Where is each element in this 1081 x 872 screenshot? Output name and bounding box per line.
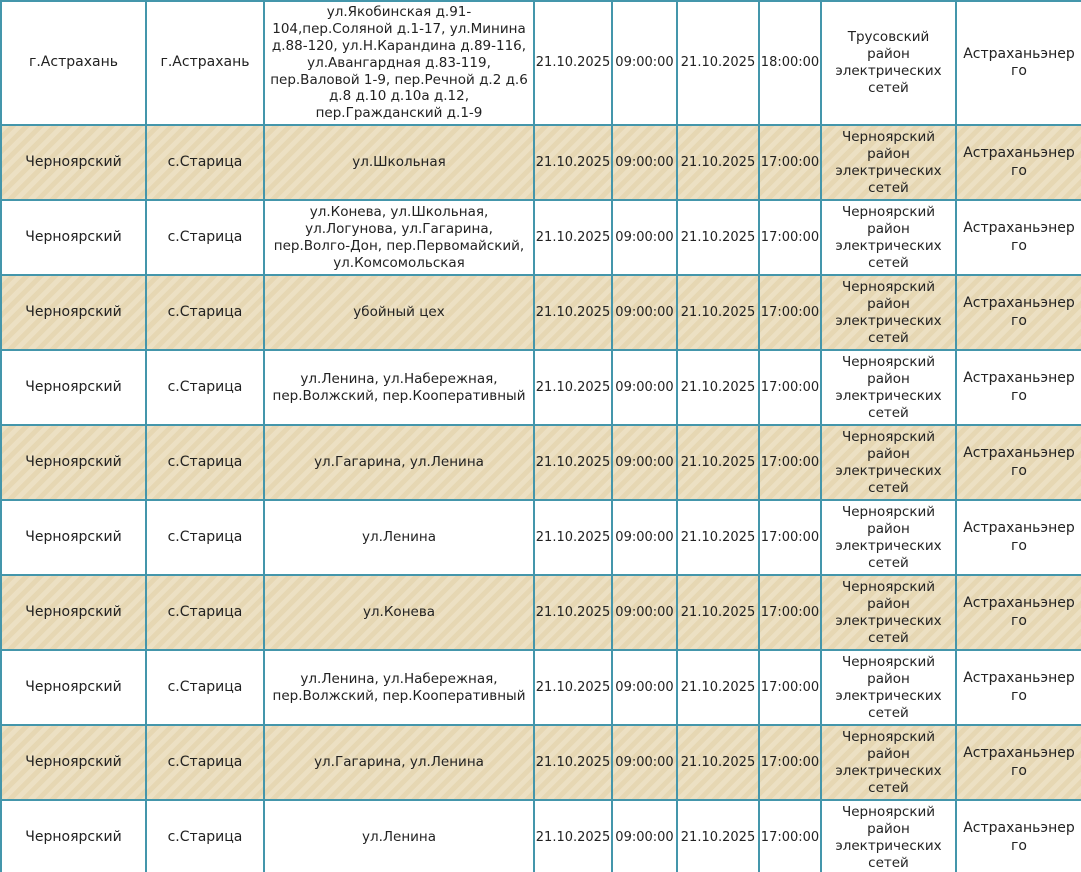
cell-start-date: 21.10.2025	[534, 425, 612, 500]
cell-settlement: с.Старица	[146, 500, 264, 575]
cell-end-time: 17:00:00	[759, 200, 821, 275]
cell-district: Черноярский	[1, 200, 146, 275]
cell-company: Астраханьэнерго	[956, 1, 1081, 125]
cell-company: Астраханьэнерго	[956, 200, 1081, 275]
cell-grid-branch: Черноярский район электрических сетей	[821, 200, 956, 275]
cell-grid-branch: Черноярский район электрических сетей	[821, 425, 956, 500]
cell-company: Астраханьэнерго	[956, 725, 1081, 800]
cell-settlement: с.Старица	[146, 650, 264, 725]
cell-end-date: 21.10.2025	[677, 425, 759, 500]
cell-end-date: 21.10.2025	[677, 125, 759, 200]
cell-end-date: 21.10.2025	[677, 350, 759, 425]
cell-start-time: 09:00:00	[612, 275, 677, 350]
cell-grid-branch: Черноярский район электрических сетей	[821, 725, 956, 800]
cell-streets: ул.Ленина	[264, 500, 534, 575]
cell-start-time: 09:00:00	[612, 725, 677, 800]
cell-start-date: 21.10.2025	[534, 1, 612, 125]
cell-streets: ул.Школьная	[264, 125, 534, 200]
cell-start-date: 21.10.2025	[534, 275, 612, 350]
cell-end-time: 17:00:00	[759, 350, 821, 425]
cell-start-time: 09:00:00	[612, 350, 677, 425]
cell-district: Черноярский	[1, 350, 146, 425]
cell-settlement: с.Старица	[146, 275, 264, 350]
cell-district: г.Астрахань	[1, 1, 146, 125]
cell-district: Черноярский	[1, 425, 146, 500]
cell-end-date: 21.10.2025	[677, 800, 759, 872]
cell-end-date: 21.10.2025	[677, 200, 759, 275]
cell-streets: ул.Конева, ул.Школьная, ул.Логунова, ул.Гагарина, пер.Волго-Дон, пер.Первомайский, ул.Комсомольская	[264, 200, 534, 275]
cell-streets: ул.Ленина, ул.Набережная, пер.Волжский, пер.Кооперативный	[264, 350, 534, 425]
cell-settlement: г.Астрахань	[146, 1, 264, 125]
cell-end-date: 21.10.2025	[677, 575, 759, 650]
table-row	[1, 575, 1081, 650]
cell-company: Астраханьэнерго	[956, 800, 1081, 872]
table-row	[1, 800, 1081, 872]
cell-streets: убойный цех	[264, 275, 534, 350]
table-row	[1, 125, 1081, 200]
outage-table-body	[1, 1, 1081, 872]
cell-end-time: 17:00:00	[759, 125, 821, 200]
cell-streets: ул.Конева	[264, 575, 534, 650]
cell-streets: ул.Ленина, ул.Набережная, пер.Волжский, пер.Кооперативный	[264, 650, 534, 725]
cell-grid-branch: Черноярский район электрических сетей	[821, 800, 956, 872]
cell-company: Астраханьэнерго	[956, 125, 1081, 200]
cell-settlement: с.Старица	[146, 725, 264, 800]
cell-end-time: 17:00:00	[759, 725, 821, 800]
cell-grid-branch: Черноярский район электрических сетей	[821, 575, 956, 650]
cell-grid-branch: Черноярский район электрических сетей	[821, 125, 956, 200]
cell-start-date: 21.10.2025	[534, 575, 612, 650]
cell-district: Черноярский	[1, 650, 146, 725]
cell-start-date: 21.10.2025	[534, 500, 612, 575]
cell-settlement: с.Старица	[146, 125, 264, 200]
cell-settlement: с.Старица	[146, 575, 264, 650]
cell-district: Черноярский	[1, 800, 146, 872]
cell-grid-branch: Трусовский район электрических сетей	[821, 1, 956, 125]
cell-company: Астраханьэнерго	[956, 500, 1081, 575]
table-row	[1, 350, 1081, 425]
cell-company: Астраханьэнерго	[956, 650, 1081, 725]
table-row	[1, 650, 1081, 725]
cell-streets: ул.Гагарина, ул.Ленина	[264, 425, 534, 500]
cell-start-time: 09:00:00	[612, 125, 677, 200]
table-row	[1, 1, 1081, 125]
cell-company: Астраханьэнерго	[956, 350, 1081, 425]
cell-streets: ул.Якобинская д.91-104,пер.Соляной д.1-17, ул.Минина д.88-120, ул.Н.Карандина д.89-116, ул.Авангардная д.83-119, пер.Валовой 1-9, пер.Речной д.2 д.6 д.8 д.10 д.10а д.12, пер.Гражданский д.1-9	[264, 1, 534, 125]
cell-end-time: 17:00:00	[759, 500, 821, 575]
cell-grid-branch: Черноярский район электрических сетей	[821, 650, 956, 725]
cell-end-time: 17:00:00	[759, 425, 821, 500]
cell-start-time: 09:00:00	[612, 1, 677, 125]
cell-end-time: 17:00:00	[759, 650, 821, 725]
cell-start-time: 09:00:00	[612, 800, 677, 872]
cell-grid-branch: Черноярский район электрических сетей	[821, 275, 956, 350]
cell-company: Астраханьэнерго	[956, 575, 1081, 650]
cell-end-time: 18:00:00	[759, 1, 821, 125]
cell-streets: ул.Ленина	[264, 800, 534, 872]
cell-end-time: 17:00:00	[759, 575, 821, 650]
cell-district: Черноярский	[1, 125, 146, 200]
cell-settlement: с.Старица	[146, 350, 264, 425]
table-row	[1, 425, 1081, 500]
cell-district: Черноярский	[1, 500, 146, 575]
table-row	[1, 725, 1081, 800]
cell-company: Астраханьэнерго	[956, 425, 1081, 500]
cell-start-date: 21.10.2025	[534, 125, 612, 200]
cell-start-time: 09:00:00	[612, 650, 677, 725]
cell-end-date: 21.10.2025	[677, 725, 759, 800]
cell-district: Черноярский	[1, 575, 146, 650]
cell-settlement: с.Старица	[146, 425, 264, 500]
cell-start-date: 21.10.2025	[534, 725, 612, 800]
cell-end-date: 21.10.2025	[677, 650, 759, 725]
cell-settlement: с.Старица	[146, 200, 264, 275]
cell-start-date: 21.10.2025	[534, 350, 612, 425]
cell-company: Астраханьэнерго	[956, 275, 1081, 350]
table-row	[1, 200, 1081, 275]
cell-grid-branch: Черноярский район электрических сетей	[821, 350, 956, 425]
cell-end-date: 21.10.2025	[677, 500, 759, 575]
cell-start-time: 09:00:00	[612, 575, 677, 650]
cell-start-date: 21.10.2025	[534, 800, 612, 872]
cell-grid-branch: Черноярский район электрических сетей	[821, 500, 956, 575]
cell-start-time: 09:00:00	[612, 200, 677, 275]
cell-streets: ул.Гагарина, ул.Ленина	[264, 725, 534, 800]
cell-start-time: 09:00:00	[612, 500, 677, 575]
cell-start-date: 21.10.2025	[534, 650, 612, 725]
cell-end-date: 21.10.2025	[677, 1, 759, 125]
cell-start-date: 21.10.2025	[534, 200, 612, 275]
cell-start-time: 09:00:00	[612, 425, 677, 500]
cell-end-time: 17:00:00	[759, 275, 821, 350]
cell-district: Черноярский	[1, 275, 146, 350]
cell-end-date: 21.10.2025	[677, 275, 759, 350]
cell-end-time: 17:00:00	[759, 800, 821, 872]
cell-district: Черноярский	[1, 725, 146, 800]
table-row	[1, 275, 1081, 350]
table-row	[1, 500, 1081, 575]
cell-settlement: с.Старица	[146, 800, 264, 872]
